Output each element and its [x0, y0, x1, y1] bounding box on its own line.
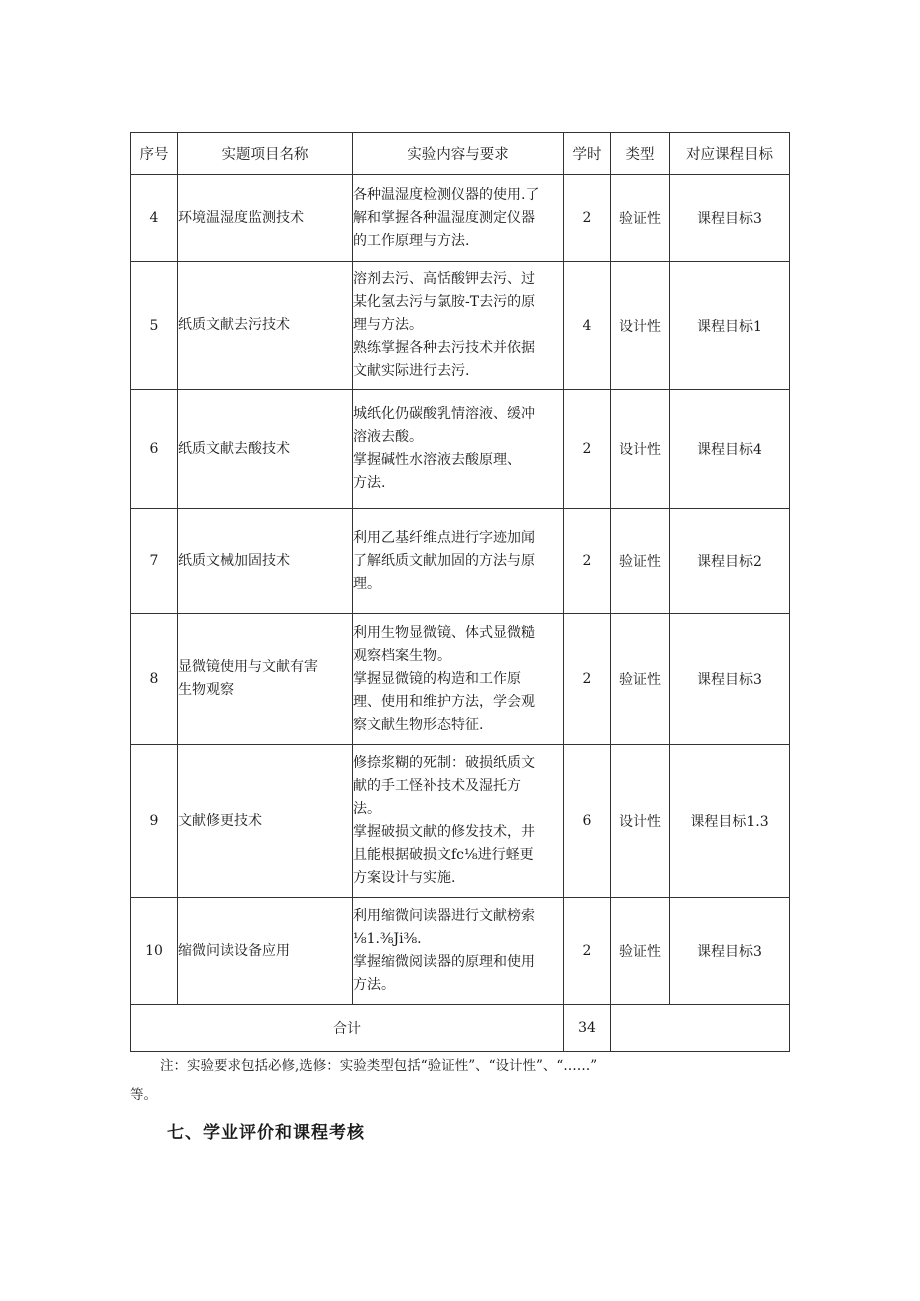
note-line-2: 等。: [130, 1087, 157, 1103]
experiment-name-line: 纸质文献去污技术: [178, 317, 290, 333]
content-line: 察文献生物形态特征.: [353, 716, 484, 733]
experiment-content: [353, 614, 564, 745]
experiment-content: [353, 390, 564, 509]
experiment-content: [353, 262, 564, 390]
content-line: 方法.: [353, 475, 386, 491]
experiment-name-line: 文献修更技术: [178, 812, 262, 829]
content-line: 理与方法。: [353, 317, 423, 333]
hours-cell: 6: [564, 745, 611, 898]
header-name: 实题项目名称: [178, 133, 353, 175]
hours-cell: 2: [564, 390, 611, 509]
content-line: ⅛1.⅜Ji⅜.: [353, 931, 422, 947]
total-row: [131, 1005, 790, 1052]
section-heading: 七、学业评价和课程考核: [167, 1123, 365, 1143]
hours-cell: 2: [564, 614, 611, 745]
content-line: 修捺浆糊的死制：破损纸质文: [353, 755, 535, 771]
experiment-name-line: 生物观察: [178, 682, 234, 698]
type-cell: 验证性: [611, 614, 670, 745]
note-line-1: 注：实验要求包括必修,选修：实验类型包括“验证性”、“设计性”、“……”: [160, 1058, 598, 1074]
content-line: 掌握破损文献的修发技术，井: [353, 824, 535, 840]
table-row: [131, 175, 790, 262]
goal-cell: 课程目标1.3: [670, 745, 790, 898]
total-label: 合计: [131, 1005, 564, 1052]
goal-cell: 课程目标3: [670, 175, 790, 262]
type-cell: 设计性: [611, 262, 670, 390]
content-line: 掌握缩微阅读器的原理和使用: [353, 954, 535, 970]
goal-cell: 课程目标3: [670, 898, 790, 1005]
content-line: 献的手工怪补技术及湿托方: [353, 778, 521, 794]
header-hours: 学时: [564, 133, 611, 175]
row-number: 5: [131, 262, 178, 390]
experiment-name-line: 环境温湿度监测技术: [178, 209, 304, 226]
row-number: 8: [131, 614, 178, 745]
content-line: 了解纸质文献加固的方法与原: [353, 552, 535, 569]
table-row: [131, 390, 790, 509]
experiment-name: [178, 390, 353, 509]
table-note: [130, 1052, 750, 1110]
content-line: 法。: [353, 801, 381, 817]
experiment-name: [178, 175, 353, 262]
content-line: 且能根据破损文fc⅛进行蛏更: [353, 847, 534, 863]
content-line: 观察档案生物。: [353, 647, 451, 664]
table-row: [131, 745, 790, 898]
experiment-name-line: 纸质文献去酸技术: [178, 440, 290, 457]
content-line: 利用缩微问读器进行文献榜索: [353, 908, 535, 924]
experiment-name: [178, 262, 353, 390]
experiment-content: [353, 745, 564, 898]
type-cell: 设计性: [611, 745, 670, 898]
content-line: 理、使用和维护方法，学会观: [353, 693, 535, 710]
content-line: 利用生物显微镜、体式显微糙: [353, 624, 535, 641]
content-line: 溶剂去污、高恬酸钾去污、过: [353, 271, 535, 287]
row-number: 9: [131, 745, 178, 898]
row-number: 4: [131, 175, 178, 262]
hours-cell: 2: [564, 175, 611, 262]
header-content: 实验内容与要求: [353, 133, 564, 175]
row-number: 10: [131, 898, 178, 1005]
row-number: 7: [131, 509, 178, 614]
content-line: 理。: [353, 575, 381, 592]
content-line: 文献实际进行去污.: [353, 363, 470, 379]
hours-cell: 2: [564, 898, 611, 1005]
content-line: 方案设计与实施.: [353, 870, 456, 886]
table-row: [131, 898, 790, 1005]
hours-cell: 2: [564, 509, 611, 614]
content-line: 掌握碱性水溶液去酸原理、: [353, 452, 521, 468]
experiment-name-line: 纸质文械加固技术: [178, 552, 290, 569]
content-line: 利用乙基纤维点进行字迹加闻: [353, 529, 535, 546]
goal-cell: 课程目标2: [670, 509, 790, 614]
goal-cell: 课程目标4: [670, 390, 790, 509]
content-line: 城纸化仍碳酸乳情溶液、缓冲: [353, 406, 535, 422]
content-line: 各种温湿度检测仪器的使用.了: [353, 186, 540, 203]
experiment-name-line: 缩微问读设备应用: [178, 942, 290, 959]
goal-cell: 课程目标1: [670, 262, 790, 390]
experiment-name-line: 显微镜使用与文献有害: [178, 659, 318, 675]
type-cell: 设计性: [611, 390, 670, 509]
experiment-name: [178, 509, 353, 614]
goal-cell: 课程目标3: [670, 614, 790, 745]
experiment-content: [353, 175, 564, 262]
header-goal: 对应课程目标: [670, 133, 790, 175]
experiment-name: [178, 898, 353, 1005]
total-empty-cell: [611, 1005, 790, 1052]
content-line: 熟练掌握各种去污技术并依据: [353, 340, 535, 356]
content-line: 掌握显微镜的构造和工作原: [353, 670, 521, 687]
content-line: 某化氢去污与氯胺-T去污的原: [353, 294, 536, 310]
total-hours: 34: [564, 1005, 611, 1052]
content-line: 溶液去酸。: [353, 429, 423, 445]
hours-cell: 4: [564, 262, 611, 390]
row-number: 6: [131, 390, 178, 509]
content-line: 解和掌握各种温湿度测定仪器: [353, 209, 535, 226]
type-cell: 验证性: [611, 509, 670, 614]
experiment-content: [353, 509, 564, 614]
table-row: [131, 509, 790, 614]
header-type: 类型: [611, 133, 670, 175]
content-line: 方法。: [353, 977, 395, 993]
table-row: [131, 262, 790, 390]
header-no: 序号: [131, 133, 178, 175]
table-header-row: [131, 133, 790, 175]
experiment-table: [130, 132, 790, 1052]
table-row: [131, 614, 790, 745]
type-cell: 验证性: [611, 898, 670, 1005]
experiment-name: [178, 614, 353, 745]
type-cell: 验证性: [611, 175, 670, 262]
experiment-content: [353, 898, 564, 1005]
experiment-name: [178, 745, 353, 898]
content-line: 的工作原理与方法.: [353, 232, 470, 249]
